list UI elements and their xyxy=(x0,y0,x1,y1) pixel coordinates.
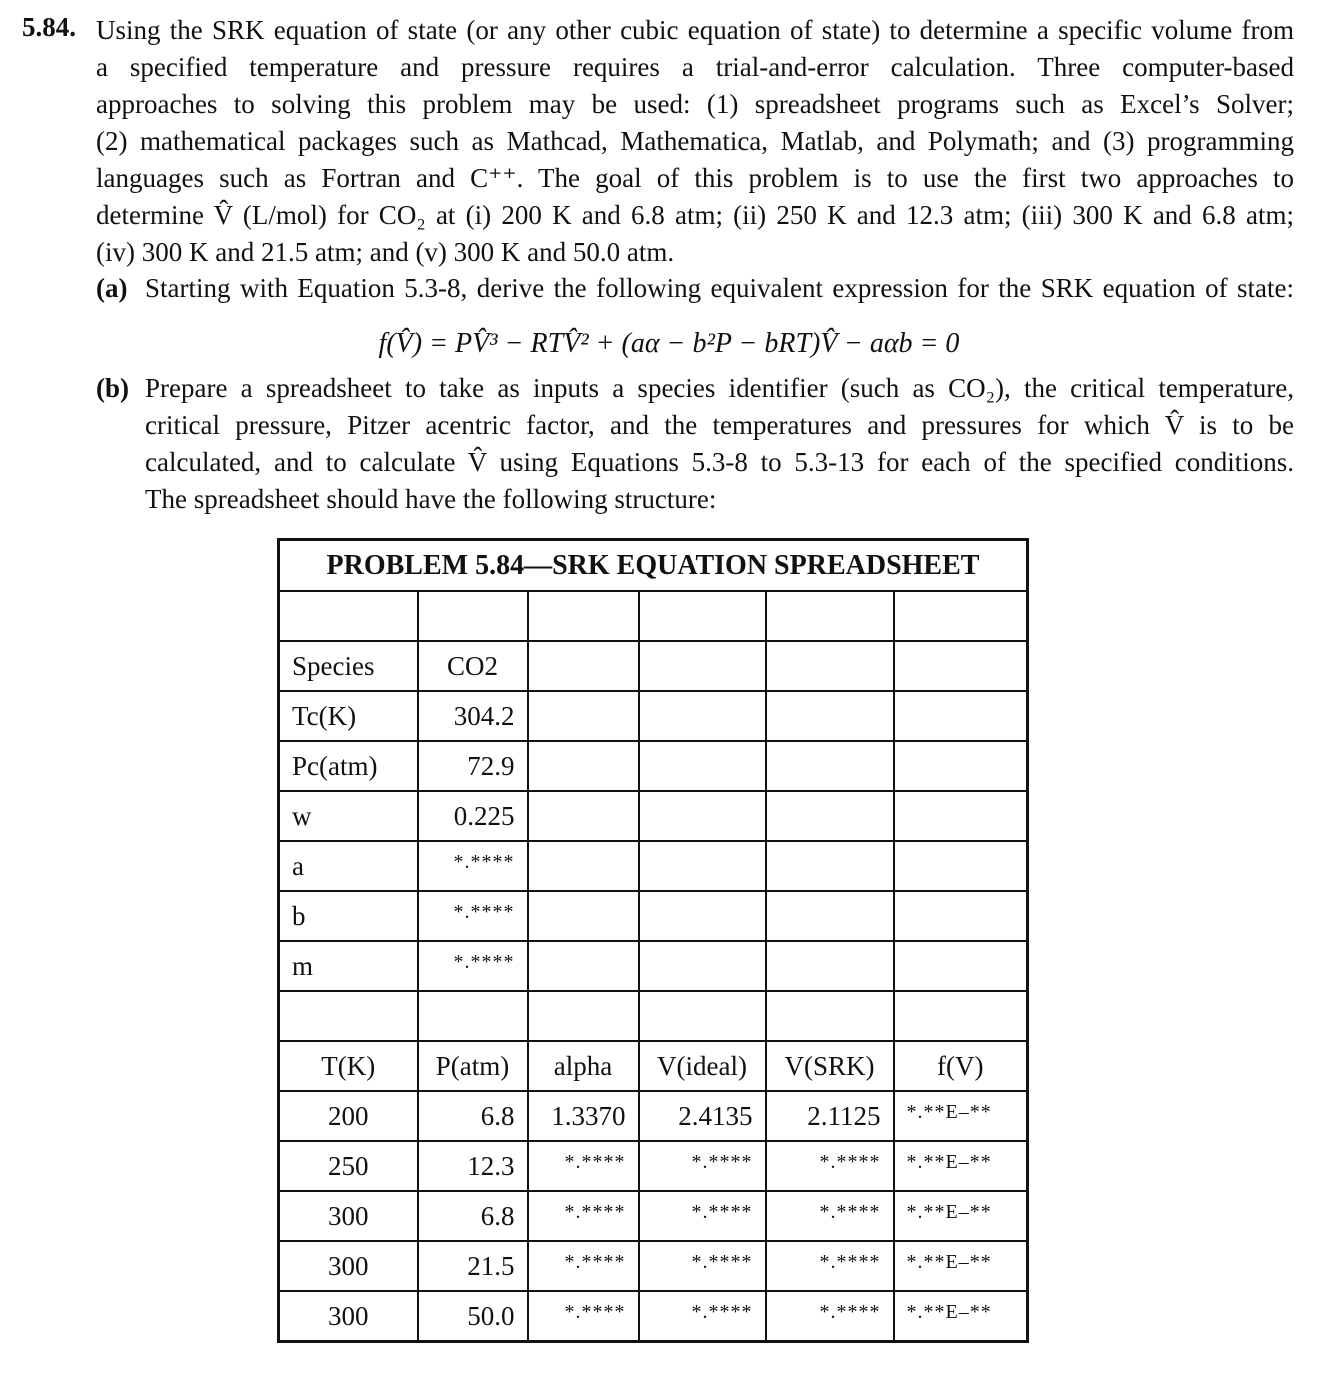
table-header-row xyxy=(279,1041,1028,1091)
table-cell xyxy=(279,1091,418,1141)
text-line: a specified temperature and pressure requires a trial-and-error calculation. Three computer-based xyxy=(96,52,1294,82)
cell-text: *.**** xyxy=(564,1200,626,1223)
part-a-label: (a) xyxy=(96,273,128,303)
cell-text: Pc(atm) xyxy=(292,750,378,781)
empty-cell xyxy=(766,991,894,1041)
param-row xyxy=(279,691,1028,741)
empty-cell xyxy=(528,991,639,1041)
cell-text: *.**** xyxy=(564,1150,626,1173)
cell-text: *.**** xyxy=(691,1300,753,1323)
empty-cell xyxy=(639,691,766,741)
table-row xyxy=(279,1191,1028,1241)
text-line: (iv) 300 K and 21.5 atm; and (v) 300 K and 50.0 atm. xyxy=(96,237,675,267)
empty-cell xyxy=(894,591,1028,641)
table-cell xyxy=(894,1241,1028,1291)
table-cell xyxy=(766,1291,894,1342)
cell-text: V(ideal) xyxy=(657,1050,747,1081)
empty-cell xyxy=(528,641,639,691)
empty-cell xyxy=(279,591,418,641)
cell-text: *.**** xyxy=(453,950,515,973)
empty-cell xyxy=(418,591,528,641)
cell-text: 300 xyxy=(328,1300,369,1331)
text-line: calculated, and to calculate V̂ using Equations 5.3-8 to 5.3-13 for each of the specified conditions. xyxy=(145,447,1294,477)
empty-cell xyxy=(639,891,766,941)
empty-cell xyxy=(639,591,766,641)
srk-spreadsheet-table xyxy=(277,538,1029,1343)
param-row xyxy=(279,641,1028,691)
empty-cell xyxy=(894,641,1028,691)
part-b-label: (b) xyxy=(96,373,129,403)
empty-cell xyxy=(766,891,894,941)
empty-cell xyxy=(894,841,1028,891)
cell-text: Species xyxy=(292,650,375,681)
text-line: (2) mathematical packages such as Mathcad, Mathematica, Matlab, and Polymath; and (3) programming xyxy=(96,126,1294,156)
cell-text: 250 xyxy=(328,1150,369,1181)
param-value xyxy=(418,841,528,891)
table-cell xyxy=(639,1191,766,1241)
empty-cell xyxy=(766,941,894,991)
empty-cell xyxy=(528,741,639,791)
text-line: Starting with Equation 5.3-8, derive the following equivalent expression for the SRK equation of state: xyxy=(145,273,1294,303)
empty-cell xyxy=(894,691,1028,741)
param-row xyxy=(279,841,1028,891)
cell-text: *.**** xyxy=(691,1200,753,1223)
empty-cell xyxy=(766,841,894,891)
empty-cell xyxy=(279,991,418,1041)
table-cell xyxy=(418,1141,528,1191)
cell-text: alpha xyxy=(553,1050,613,1081)
cell-text: P(atm) xyxy=(435,1050,510,1081)
cell-text: 300 xyxy=(328,1200,369,1231)
text-line: languages such as Fortran and C⁺⁺. The goal of this problem is to use the first two approaches to xyxy=(96,163,1294,193)
param-row xyxy=(279,891,1028,941)
table-cell xyxy=(528,1191,639,1241)
cell-text: 6.8 xyxy=(480,1100,515,1131)
table-cell xyxy=(766,1141,894,1191)
text-line: Using the SRK equation of state (or any other cubic equation of state) to determine a specific volume from xyxy=(96,15,1294,45)
param-value xyxy=(418,941,528,991)
empty-cell xyxy=(766,641,894,691)
cell-text: 12.3 xyxy=(467,1150,515,1181)
cell-text: *.**** xyxy=(564,1250,626,1273)
param-value xyxy=(418,891,528,941)
param-label xyxy=(279,941,418,991)
param-label xyxy=(279,791,418,841)
empty-cell xyxy=(639,991,766,1041)
cell-text: 2.1125 xyxy=(807,1100,881,1131)
cell-text: CO2 xyxy=(446,650,498,681)
text-line: Prepare a spreadsheet to take as inputs a species identifier (such as CO₂), the critical temperature, xyxy=(145,373,1294,403)
param-label xyxy=(279,891,418,941)
cell-text: w xyxy=(292,800,312,831)
table-cell xyxy=(639,1091,766,1141)
empty-cell xyxy=(766,741,894,791)
table-row xyxy=(279,1141,1028,1191)
table-title xyxy=(279,540,1028,592)
table-cell xyxy=(766,1241,894,1291)
param-value xyxy=(418,641,528,691)
table-cell xyxy=(894,1141,1028,1191)
srk-equation: f(V̂) = PV̂³ − RTV̂² + (aα − b²P − bRT)V̂ − aαb = 0 xyxy=(378,328,960,359)
empty-cell xyxy=(766,691,894,741)
cell-text: *.**** xyxy=(819,1300,881,1323)
param-row xyxy=(279,741,1028,791)
cell-text: 300 xyxy=(328,1250,369,1281)
cell-text: b xyxy=(292,900,306,931)
problem-number: 5.84. xyxy=(22,12,76,42)
empty-cell xyxy=(766,791,894,841)
empty-cell xyxy=(639,791,766,841)
table-empty-row xyxy=(279,991,1028,1041)
param-value xyxy=(418,691,528,741)
table-cell xyxy=(418,1091,528,1141)
cell-text: 50.0 xyxy=(467,1300,515,1331)
cell-text: *.**** xyxy=(819,1200,881,1223)
cell-text: *.**E–** xyxy=(906,1250,992,1273)
param-row xyxy=(279,791,1028,841)
cell-text: 2.4135 xyxy=(678,1100,753,1131)
table-cell xyxy=(766,1091,894,1141)
table-cell xyxy=(279,1141,418,1191)
table-cell xyxy=(418,1291,528,1342)
cell-text: 0.225 xyxy=(453,800,515,831)
empty-cell xyxy=(528,691,639,741)
cell-text: *.**E–** xyxy=(906,1200,992,1223)
column-header xyxy=(894,1041,1028,1091)
table-title-row xyxy=(279,540,1028,592)
param-row xyxy=(279,941,1028,991)
table-cell xyxy=(528,1291,639,1342)
cell-text: 6.8 xyxy=(480,1200,515,1231)
cell-text: 72.9 xyxy=(467,750,515,781)
table-cell xyxy=(418,1241,528,1291)
cell-text: PROBLEM 5.84—SRK EQUATION SPREADSHEET xyxy=(326,549,980,581)
cell-text: V(SRK) xyxy=(784,1050,875,1081)
table-row xyxy=(279,1091,1028,1141)
empty-cell xyxy=(894,891,1028,941)
cell-text: *.**** xyxy=(691,1250,753,1273)
table-empty-row xyxy=(279,591,1028,641)
cell-text: Tc(K) xyxy=(292,700,357,731)
table-cell xyxy=(279,1241,418,1291)
table-cell xyxy=(894,1091,1028,1141)
cell-text: *.**E–** xyxy=(906,1150,992,1173)
text-line: approaches to solving this problem may be used: (1) spreadsheet programs such as Excel’s Solver; xyxy=(96,89,1294,119)
empty-cell xyxy=(894,941,1028,991)
column-header xyxy=(639,1041,766,1091)
column-header xyxy=(279,1041,418,1091)
empty-cell xyxy=(766,591,894,641)
cell-text: 200 xyxy=(328,1100,369,1131)
table-row xyxy=(279,1291,1028,1342)
cell-text: *.**** xyxy=(453,900,515,923)
table-cell xyxy=(639,1241,766,1291)
cell-text: 21.5 xyxy=(467,1250,515,1281)
table-cell xyxy=(528,1241,639,1291)
table-cell xyxy=(894,1191,1028,1241)
param-label xyxy=(279,841,418,891)
param-label xyxy=(279,691,418,741)
cell-text: 1.3370 xyxy=(551,1100,626,1131)
param-label xyxy=(279,641,418,691)
table-cell xyxy=(894,1291,1028,1342)
cell-text: T(K) xyxy=(321,1050,376,1081)
table-cell xyxy=(279,1291,418,1342)
cell-text: a xyxy=(292,850,304,881)
empty-cell xyxy=(639,941,766,991)
empty-cell xyxy=(639,641,766,691)
empty-cell xyxy=(894,791,1028,841)
column-header xyxy=(418,1041,528,1091)
empty-cell xyxy=(528,891,639,941)
table-cell xyxy=(528,1141,639,1191)
cell-text: f(V) xyxy=(937,1050,984,1081)
column-header xyxy=(766,1041,894,1091)
empty-cell xyxy=(639,841,766,891)
cell-text: m xyxy=(292,950,314,981)
cell-text: 304.2 xyxy=(453,700,515,731)
empty-cell xyxy=(894,741,1028,791)
empty-cell xyxy=(639,741,766,791)
cell-text: *.**** xyxy=(564,1300,626,1323)
table-cell xyxy=(418,1191,528,1241)
param-label xyxy=(279,741,418,791)
cell-text: *.**** xyxy=(453,850,515,873)
empty-cell xyxy=(528,791,639,841)
empty-cell xyxy=(528,591,639,641)
cell-text: *.**** xyxy=(819,1150,881,1173)
param-value xyxy=(418,791,528,841)
table-cell xyxy=(766,1191,894,1241)
text-line: determine V̂ (L/mol) for CO₂ at (i) 200 K and 6.8 atm; (ii) 250 K and 12.3 atm; (iii) 300 K and 6.8 atm; xyxy=(96,200,1294,230)
empty-cell xyxy=(528,841,639,891)
table-row xyxy=(279,1241,1028,1291)
table-cell xyxy=(639,1141,766,1191)
empty-cell xyxy=(894,991,1028,1041)
column-header xyxy=(528,1041,639,1091)
cell-text: *.**E–** xyxy=(906,1300,992,1323)
empty-cell xyxy=(528,941,639,991)
cell-text: *.**** xyxy=(691,1150,753,1173)
empty-cell xyxy=(418,991,528,1041)
table-cell xyxy=(528,1091,639,1141)
table-cell xyxy=(639,1291,766,1342)
cell-text: *.**** xyxy=(819,1250,881,1273)
param-value xyxy=(418,741,528,791)
cell-text: *.**E–** xyxy=(906,1100,992,1123)
text-line: The spreadsheet should have the following structure: xyxy=(145,484,717,514)
table-cell xyxy=(279,1191,418,1241)
text-line: critical pressure, Pitzer acentric factor, and the temperatures and pressures for which V̂ is to be xyxy=(145,410,1294,440)
